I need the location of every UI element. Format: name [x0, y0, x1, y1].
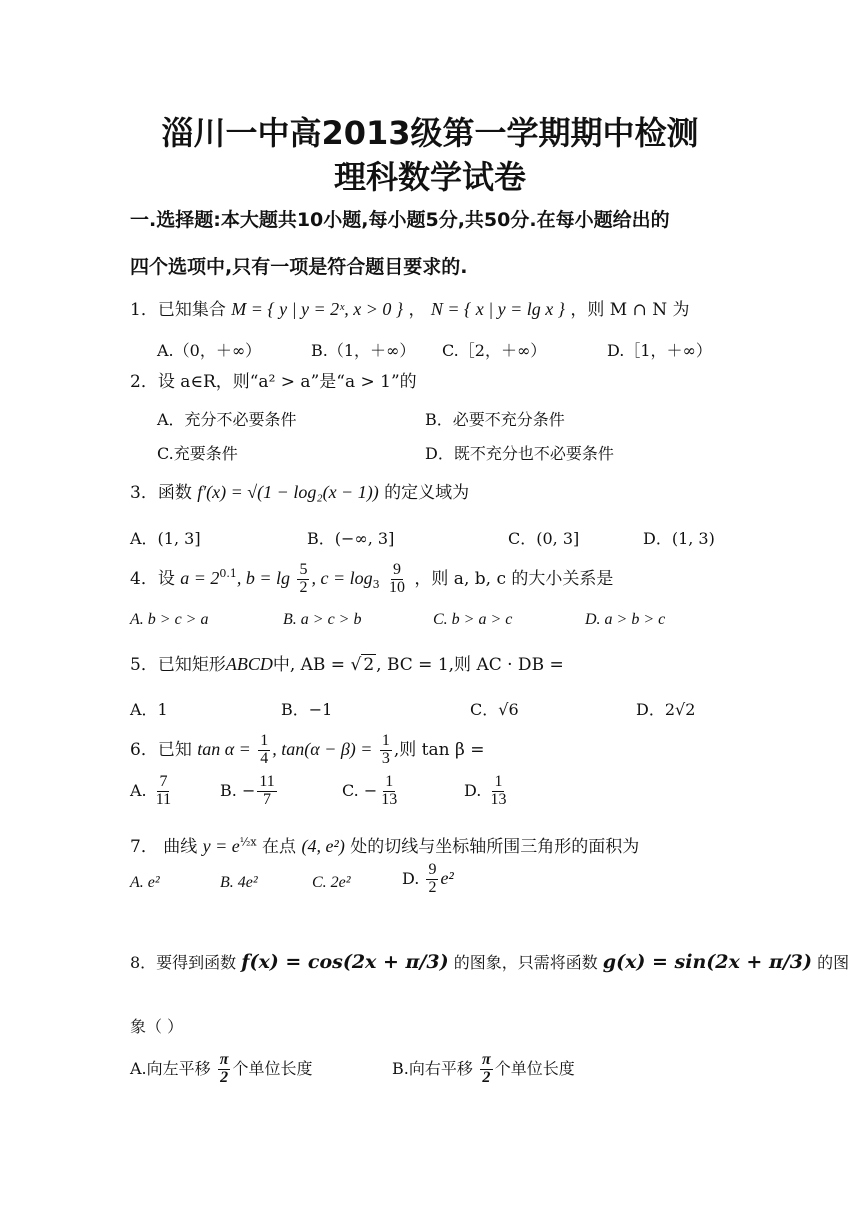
q6-option-b-fraction [257, 774, 276, 809]
q6-f1-numerator: 1 [260, 732, 269, 749]
q3-tail: 的定义域为 [384, 483, 470, 503]
q8-option-b-suffix: 个单位长度 [494, 1058, 575, 1078]
q1-option-a: A.（0，＋∞） [157, 341, 262, 360]
q3-formula: f′(x) = √(1 − log₂(x − 1)) [197, 482, 379, 502]
q2-option-b: B．必要不充分条件 [425, 410, 565, 429]
q7-curve-exponent: ½x [239, 835, 257, 849]
q5-tail: , BC = 1,则 AC · DB = [376, 655, 564, 675]
q1-set-m: M = { y | y = 2ˣ, x > 0 } [231, 299, 404, 319]
q5-prefix: 5．已知矩形 [130, 655, 226, 675]
q6-f2-numerator: 1 [381, 732, 390, 749]
q4-tail: ，则 a, b, c 的大小关系是 [414, 568, 614, 589]
q3-number: 3．函数 [130, 483, 192, 503]
q1-option-b: B.（1，＋∞） [311, 341, 416, 360]
q5-mid: 中, AB = [272, 655, 351, 675]
question-2: 2．设 a∈R，则“a² > a”是“a > 1”的 [130, 372, 417, 392]
q8-option-a-prefix: A.向左平移 [130, 1058, 211, 1078]
q7-number: 7． 曲线 [130, 837, 198, 857]
q7-option-b: B. 4e² [220, 874, 258, 891]
q7-option-d-tail: e² [440, 867, 454, 888]
q7-option-a: A. e² [130, 874, 160, 891]
q7-point: (4, e²) [301, 836, 345, 856]
q7-curve: y = e [202, 836, 240, 856]
q6-option-a [130, 774, 175, 809]
q6-option-d-label: D. [464, 780, 482, 800]
q4-option-d: D. a > b > c [585, 611, 666, 628]
q8-f-formula: f(x) = cos(2x + π/3) [241, 951, 449, 973]
q8-g-formula: g(x) = sin(2x + π/3) [602, 951, 813, 973]
question-6 [130, 733, 484, 768]
q4-c-denominator: 10 [389, 578, 405, 596]
q6-f1-denominator: 4 [260, 749, 269, 767]
q5-sqrt-value: 2 [363, 655, 375, 675]
q7-option-d [402, 862, 454, 897]
exam-subtitle: 理科数学试卷 [333, 158, 526, 196]
q6-option-b-denominator: 7 [263, 790, 272, 808]
q6-fraction-2 [380, 733, 392, 768]
q4-a: a = 2 [180, 567, 220, 588]
q4-number: 4．设 [130, 568, 175, 589]
q7-option-c: C. 2e² [312, 874, 351, 891]
q1-option-d: D.［1，＋∞） [607, 341, 712, 360]
q5-option-a: A．1 [130, 700, 168, 719]
q8-option-a [130, 1052, 313, 1087]
q5-abcd: ABCD [225, 654, 273, 674]
q6-option-d-denominator: 13 [490, 790, 507, 808]
q8-number: 8．要得到函数 [130, 953, 237, 972]
q8-tail: 的图 [817, 953, 850, 972]
question-4 [130, 562, 613, 597]
question-1 [130, 295, 690, 320]
q1-tail: ，则 M ∩ N 为 [570, 300, 690, 320]
question-8 [130, 950, 849, 973]
q3-option-b: B．(−∞, 3] [307, 529, 395, 548]
q4-a-exponent: 0.1 [219, 567, 237, 581]
q5-option-b: B．−1 [281, 700, 333, 719]
q7-option-d-label: D. [402, 868, 420, 888]
q4-option-b: B. a > c > b [283, 611, 362, 628]
q4-option-c: C. b > a > c [433, 611, 513, 628]
q6-option-b-label: B. [220, 780, 237, 800]
q6-option-a-denominator: 11 [155, 790, 172, 808]
q2-option-c: C.充要条件 [157, 444, 238, 463]
q8-option-b-fraction [480, 1052, 493, 1087]
q6-option-a-numerator: 7 [159, 773, 168, 790]
q6-f2: , tan(α − β) = [272, 738, 373, 759]
q4-b-numerator: 5 [299, 561, 308, 578]
q6-tail: ,则 tan β = [393, 739, 485, 760]
q4-c: , c = log [311, 567, 373, 588]
q8-mid: 的图象，只需将函数 [453, 953, 598, 972]
q4-option-a: A. b > c > a [130, 611, 209, 628]
q7-option-d-denominator: 2 [428, 878, 437, 896]
q6-option-c [342, 774, 401, 809]
q8-option-a-pi: π [219, 1051, 229, 1068]
q7-tail: 处的切线与坐标轴所围三角形的面积为 [350, 837, 640, 857]
q4-c-fraction [387, 562, 407, 597]
q6-option-c-numerator: 1 [385, 773, 394, 790]
q6-option-b [220, 774, 279, 809]
q2-option-a: A．充分不必要条件 [157, 410, 297, 429]
q8-option-b-prefix: B.向右平移 [392, 1058, 473, 1078]
q4-b-fraction [297, 562, 309, 597]
q6-option-b-numerator: 11 [259, 773, 275, 790]
question-5 [130, 650, 564, 675]
q8-option-b-two: 2 [482, 1068, 491, 1086]
q8-option-b [392, 1052, 575, 1087]
q6-option-d-fraction [488, 774, 508, 809]
q6-number: 6．已知 [130, 739, 192, 760]
q1-comma: ， [408, 300, 426, 320]
q7-option-d-fraction [426, 862, 438, 897]
q6-option-d [464, 774, 510, 809]
q3-option-d: D．(1, 3) [643, 529, 715, 548]
q1-set-n: N = { x | y = lg x } [430, 299, 565, 319]
q4-b-denominator: 2 [299, 578, 308, 596]
section-instructions-line2: 四个选项中,只有一项是符合题目要求的. [130, 256, 468, 278]
q8-option-b-pi: π [481, 1051, 491, 1068]
q6-f2-denominator: 3 [381, 749, 390, 767]
q6-fraction-1 [258, 733, 270, 768]
q4-c-numerator: 9 [393, 561, 401, 578]
question-3 [130, 478, 469, 503]
q4-b: , b = lg [236, 567, 291, 588]
section-instructions-line1: 一.选择题:本大题共10小题,每小题5分,共50分.在每小题给出的 [130, 209, 670, 231]
question-7 [130, 832, 639, 857]
q6-option-c-fraction [379, 774, 399, 809]
q6-option-c-label: C. [342, 780, 359, 800]
q1-option-c: C.［2，＋∞） [442, 341, 547, 360]
q5-option-c: C．√6 [470, 700, 519, 719]
q8-option-a-suffix: 个单位长度 [232, 1058, 313, 1078]
q8-option-a-fraction [218, 1052, 231, 1087]
q6-option-a-label: A. [130, 780, 147, 800]
q2-option-d: D．既不充分也不必要条件 [425, 444, 614, 463]
q3-option-a: A．(1, 3] [130, 529, 201, 548]
q7-mid: 在点 [262, 837, 297, 857]
q1-number: 1．已知集合 [130, 300, 226, 320]
q4-c-base: 3 [372, 578, 380, 592]
q8-option-a-two: 2 [220, 1068, 229, 1086]
q6-f1: tan α = [197, 738, 251, 759]
q6-option-a-fraction [154, 774, 173, 809]
exam-title: 淄川一中高2013级第一学期期中检测 [161, 114, 699, 152]
q8-line2: 象（ ） [130, 1017, 184, 1036]
q6-option-b-sign: − [241, 780, 256, 800]
q5-option-d: D．2√2 [636, 700, 696, 719]
q7-option-d-numerator: 9 [428, 861, 437, 878]
q5-sqrt-symbol: √ [350, 655, 362, 675]
q6-option-c-denominator: 13 [381, 790, 398, 808]
q6-option-d-numerator: 1 [494, 773, 503, 790]
q3-option-c: C．(0, 3] [508, 529, 580, 548]
q6-option-c-sign: − [363, 780, 378, 800]
